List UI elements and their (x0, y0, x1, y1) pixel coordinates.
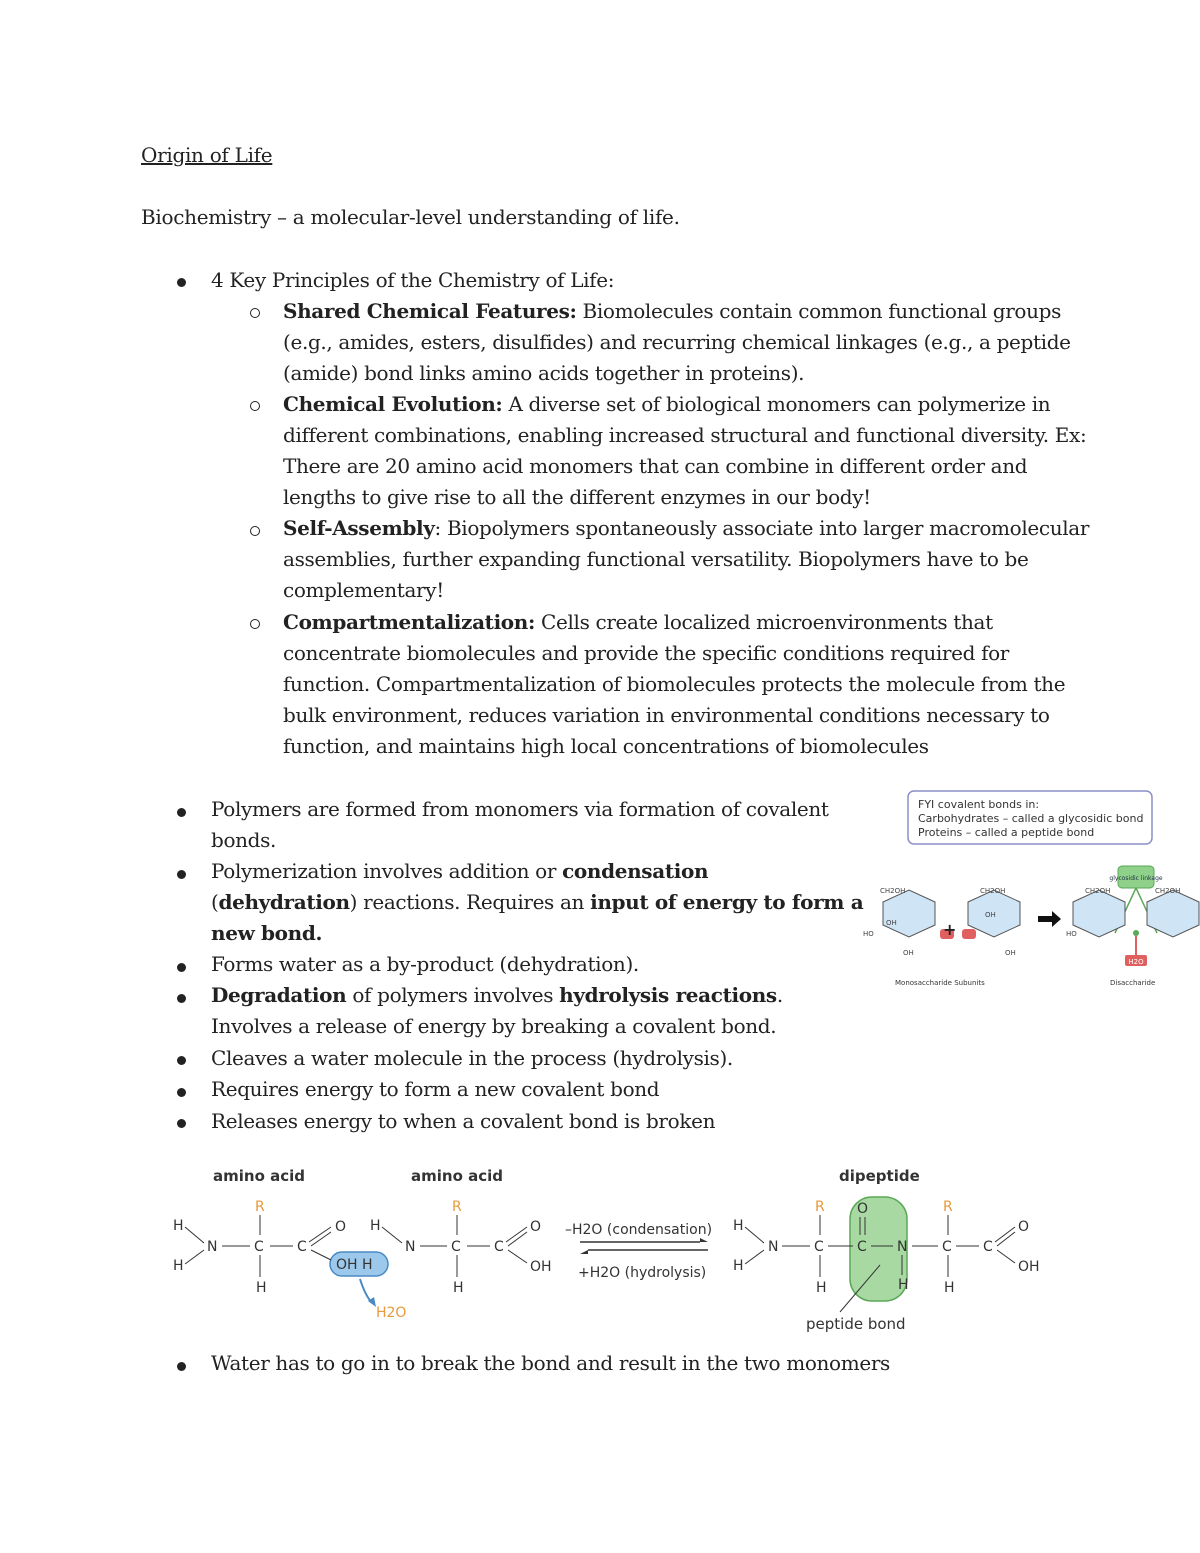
bond-line (382, 1227, 402, 1243)
bold-term: new bond. (211, 921, 323, 945)
side-chain-r: R (815, 1199, 825, 1215)
atom-oh: OH (530, 1259, 552, 1275)
bond-line (745, 1250, 764, 1264)
bond-line (508, 1250, 527, 1263)
figure-caption: Monosaccharide Subunits (895, 979, 985, 987)
atom-h: H (898, 1277, 909, 1293)
text-line: bulk environment, reduces variation in environmental conditions necessary to (283, 703, 1050, 727)
bullet-dot (177, 278, 186, 287)
text-line: bonds. (211, 828, 277, 852)
atom-n: N (768, 1239, 779, 1255)
atom-c: C (942, 1239, 952, 1255)
final-bullet-text: Water has to go in to break the bond and result in the two monomers (211, 1351, 890, 1375)
atom-h: H (173, 1258, 184, 1274)
ring-label: OH (985, 911, 996, 919)
atom-c: C (983, 1239, 993, 1255)
text-line: Cleaves a water molecule in the process (hydrolysis). (211, 1046, 733, 1070)
fyi-line: FYI covalent bonds in: (918, 798, 1040, 811)
text-line: function. Compartmentalization of biomolecules protects the molecule from the (283, 672, 1066, 696)
bullet-dot (177, 870, 186, 879)
condensation-label: –H2O (condensation) (565, 1222, 713, 1238)
principle-chemical-evolution (283, 389, 1050, 420)
atom-n: N (405, 1239, 416, 1255)
amino-acid-label: amino acid (411, 1167, 503, 1185)
text-line: Involves a release of energy by breaking a covalent bond. (211, 1014, 777, 1038)
reverse-arrowhead-icon (580, 1250, 588, 1254)
ring-label: CH2OH (1085, 887, 1111, 895)
bold-term: dehydration (218, 890, 350, 914)
page-title: Origin of Life (141, 143, 273, 167)
atom-oh: OH (1018, 1259, 1040, 1275)
text-line: assemblies, further expanding functional versatility. Biopolymers have to be (283, 547, 1029, 571)
principle-shared-features (283, 296, 1061, 327)
water-out-label: H2O (376, 1305, 407, 1321)
text-line (211, 856, 708, 887)
bold-term: input of energy to form a (590, 890, 864, 914)
fyi-line: Proteins – called a peptide bond (918, 826, 1095, 839)
bullet-dot (177, 1056, 186, 1065)
forward-arrowhead-icon (700, 1238, 708, 1242)
hydrolysis-label: +H2O (hydrolysis) (578, 1265, 707, 1281)
atom-n: N (897, 1239, 908, 1255)
ring-label: CH2OH (980, 887, 1006, 895)
peptide-bond-label: peptide bond (806, 1315, 906, 1333)
text-line: Polymers are formed from monomers via formation of covalent (211, 797, 829, 821)
intro-text: Biochemistry – a molecular-level understanding of life. (141, 205, 680, 229)
atom-c: C (814, 1239, 824, 1255)
principle-compartmentalization (283, 607, 993, 638)
principles-heading: 4 Key Principles of the Chemistry of Life: (211, 268, 615, 292)
reaction-arrow-icon (1038, 911, 1061, 927)
atom-h: H (944, 1280, 955, 1296)
text-line (211, 887, 863, 918)
text-line: Releases energy to when a covalent bond is broken (211, 1109, 716, 1133)
plus-sign: + (943, 920, 957, 939)
text-line: Requires energy to form a new covalent bond (211, 1077, 660, 1101)
ring-label: HO (863, 930, 874, 938)
principle-term: Self-Assembly (283, 516, 435, 540)
text-line: lengths to give rise to all the different enzymes in our body! (283, 485, 871, 509)
principle-term: Chemical Evolution: (283, 392, 503, 416)
figure-caption: Disaccharide (1110, 979, 1156, 987)
glycosidic-bond-figure (855, 785, 1200, 990)
bond-line (311, 1250, 331, 1260)
text-line: There are 20 amino acid monomers that can combine in different order and (283, 454, 1028, 478)
side-chain-r: R (452, 1199, 462, 1215)
atom-o: O (1018, 1219, 1030, 1235)
atom-h: H (733, 1258, 744, 1274)
atom-c: C (857, 1239, 867, 1255)
bullet-dot (177, 963, 186, 972)
ring-label: OH (1005, 949, 1016, 957)
bullet-dot (177, 1088, 186, 1097)
text-line (211, 918, 322, 949)
text-line (211, 980, 783, 1011)
text-segment: ( (211, 890, 219, 914)
atom-h: H (370, 1218, 381, 1234)
atom-c: C (297, 1239, 307, 1255)
bold-term: Degradation (211, 983, 347, 1007)
text-segment: Polymerization involves addition or (211, 859, 563, 883)
ring-label: CH2OH (1155, 887, 1181, 895)
atom-h: H (173, 1218, 184, 1234)
text-line: : Biopolymers spontaneously associate into larger macromolecular (434, 516, 1090, 540)
ring-label: OH (886, 919, 897, 927)
bond-line (185, 1250, 204, 1264)
atom-o: O (530, 1219, 542, 1235)
ring-label: CH2OH (880, 887, 906, 895)
text-line: Biomolecules contain common functional groups (576, 299, 1062, 323)
text-line: Cells create localized microenvironments that (535, 610, 993, 634)
bullet-dot (177, 994, 186, 1003)
dipeptide-label: dipeptide (839, 1167, 920, 1185)
text-line: (e.g., amides, esters, disulfides) and recurring chemical linkages (e.g., a peptide (283, 330, 1071, 354)
text-segment: of polymers involves (346, 983, 560, 1007)
tag-label: glycosidic linkage (1109, 875, 1163, 882)
bond-line (185, 1227, 204, 1243)
text-segment: ) reactions. Requires an (349, 890, 591, 914)
atom-h: H (816, 1280, 827, 1296)
text-line: A diverse set of biological monomers can polymerize in (502, 392, 1051, 416)
atom-o: O (857, 1201, 869, 1217)
text-line: concentrate biomolecules and provide the specific conditions required for (283, 641, 1010, 665)
principle-term: Compartmentalization: (283, 610, 536, 634)
principle-term: Shared Chemical Features: (283, 299, 577, 323)
hydroxyl-hydrogen-label: OH H (336, 1257, 373, 1273)
fyi-line: Carbohydrates – called a glycosidic bond (918, 812, 1144, 825)
text-line: (amide) bond links amino acids together in proteins). (283, 361, 805, 385)
bond-line (997, 1250, 1015, 1263)
bold-term: hydrolysis reactions (559, 983, 777, 1007)
principle-self-assembly (283, 513, 1089, 544)
sub-bullet-circle (250, 308, 260, 318)
atom-c: C (254, 1239, 264, 1255)
bullet-dot (177, 1362, 186, 1371)
atom-h: H (256, 1280, 267, 1296)
water-label: H2O (1128, 958, 1144, 966)
text-line: complementary! (283, 578, 444, 602)
water-exit-arrow-icon (360, 1279, 372, 1303)
hydroxyl-highlight (962, 929, 976, 939)
bullet-dot (177, 808, 186, 817)
amino-acid-label: amino acid (213, 1167, 305, 1185)
atom-n: N (207, 1239, 218, 1255)
text-line: Forms water as a by-product (dehydration). (211, 952, 639, 976)
peptide-bond-figure (160, 1155, 1060, 1340)
bold-term: condensation (562, 859, 709, 883)
text-line: function, and maintains high local concentrations of biomolecules (283, 734, 929, 758)
sub-bullet-circle (250, 401, 260, 411)
side-chain-r: R (943, 1199, 953, 1215)
atom-h: H (453, 1280, 464, 1296)
sub-bullet-circle (250, 526, 260, 536)
glucose-ring (883, 890, 935, 937)
ring-label: OH (903, 949, 914, 957)
atom-c: C (494, 1239, 504, 1255)
side-chain-r: R (255, 1199, 265, 1215)
bond-line (745, 1227, 764, 1243)
atom-c: C (451, 1239, 461, 1255)
sub-bullet-circle (250, 619, 260, 629)
text-line: different combinations, enabling increased structural and functional diversity. Ex: (283, 423, 1087, 447)
atom-h: H (733, 1218, 744, 1234)
bullet-dot (177, 1119, 186, 1128)
bridge-oxygen (1133, 930, 1139, 936)
ring-label: HO (1066, 930, 1077, 938)
atom-o: O (335, 1219, 347, 1235)
text-segment: . (776, 983, 783, 1007)
